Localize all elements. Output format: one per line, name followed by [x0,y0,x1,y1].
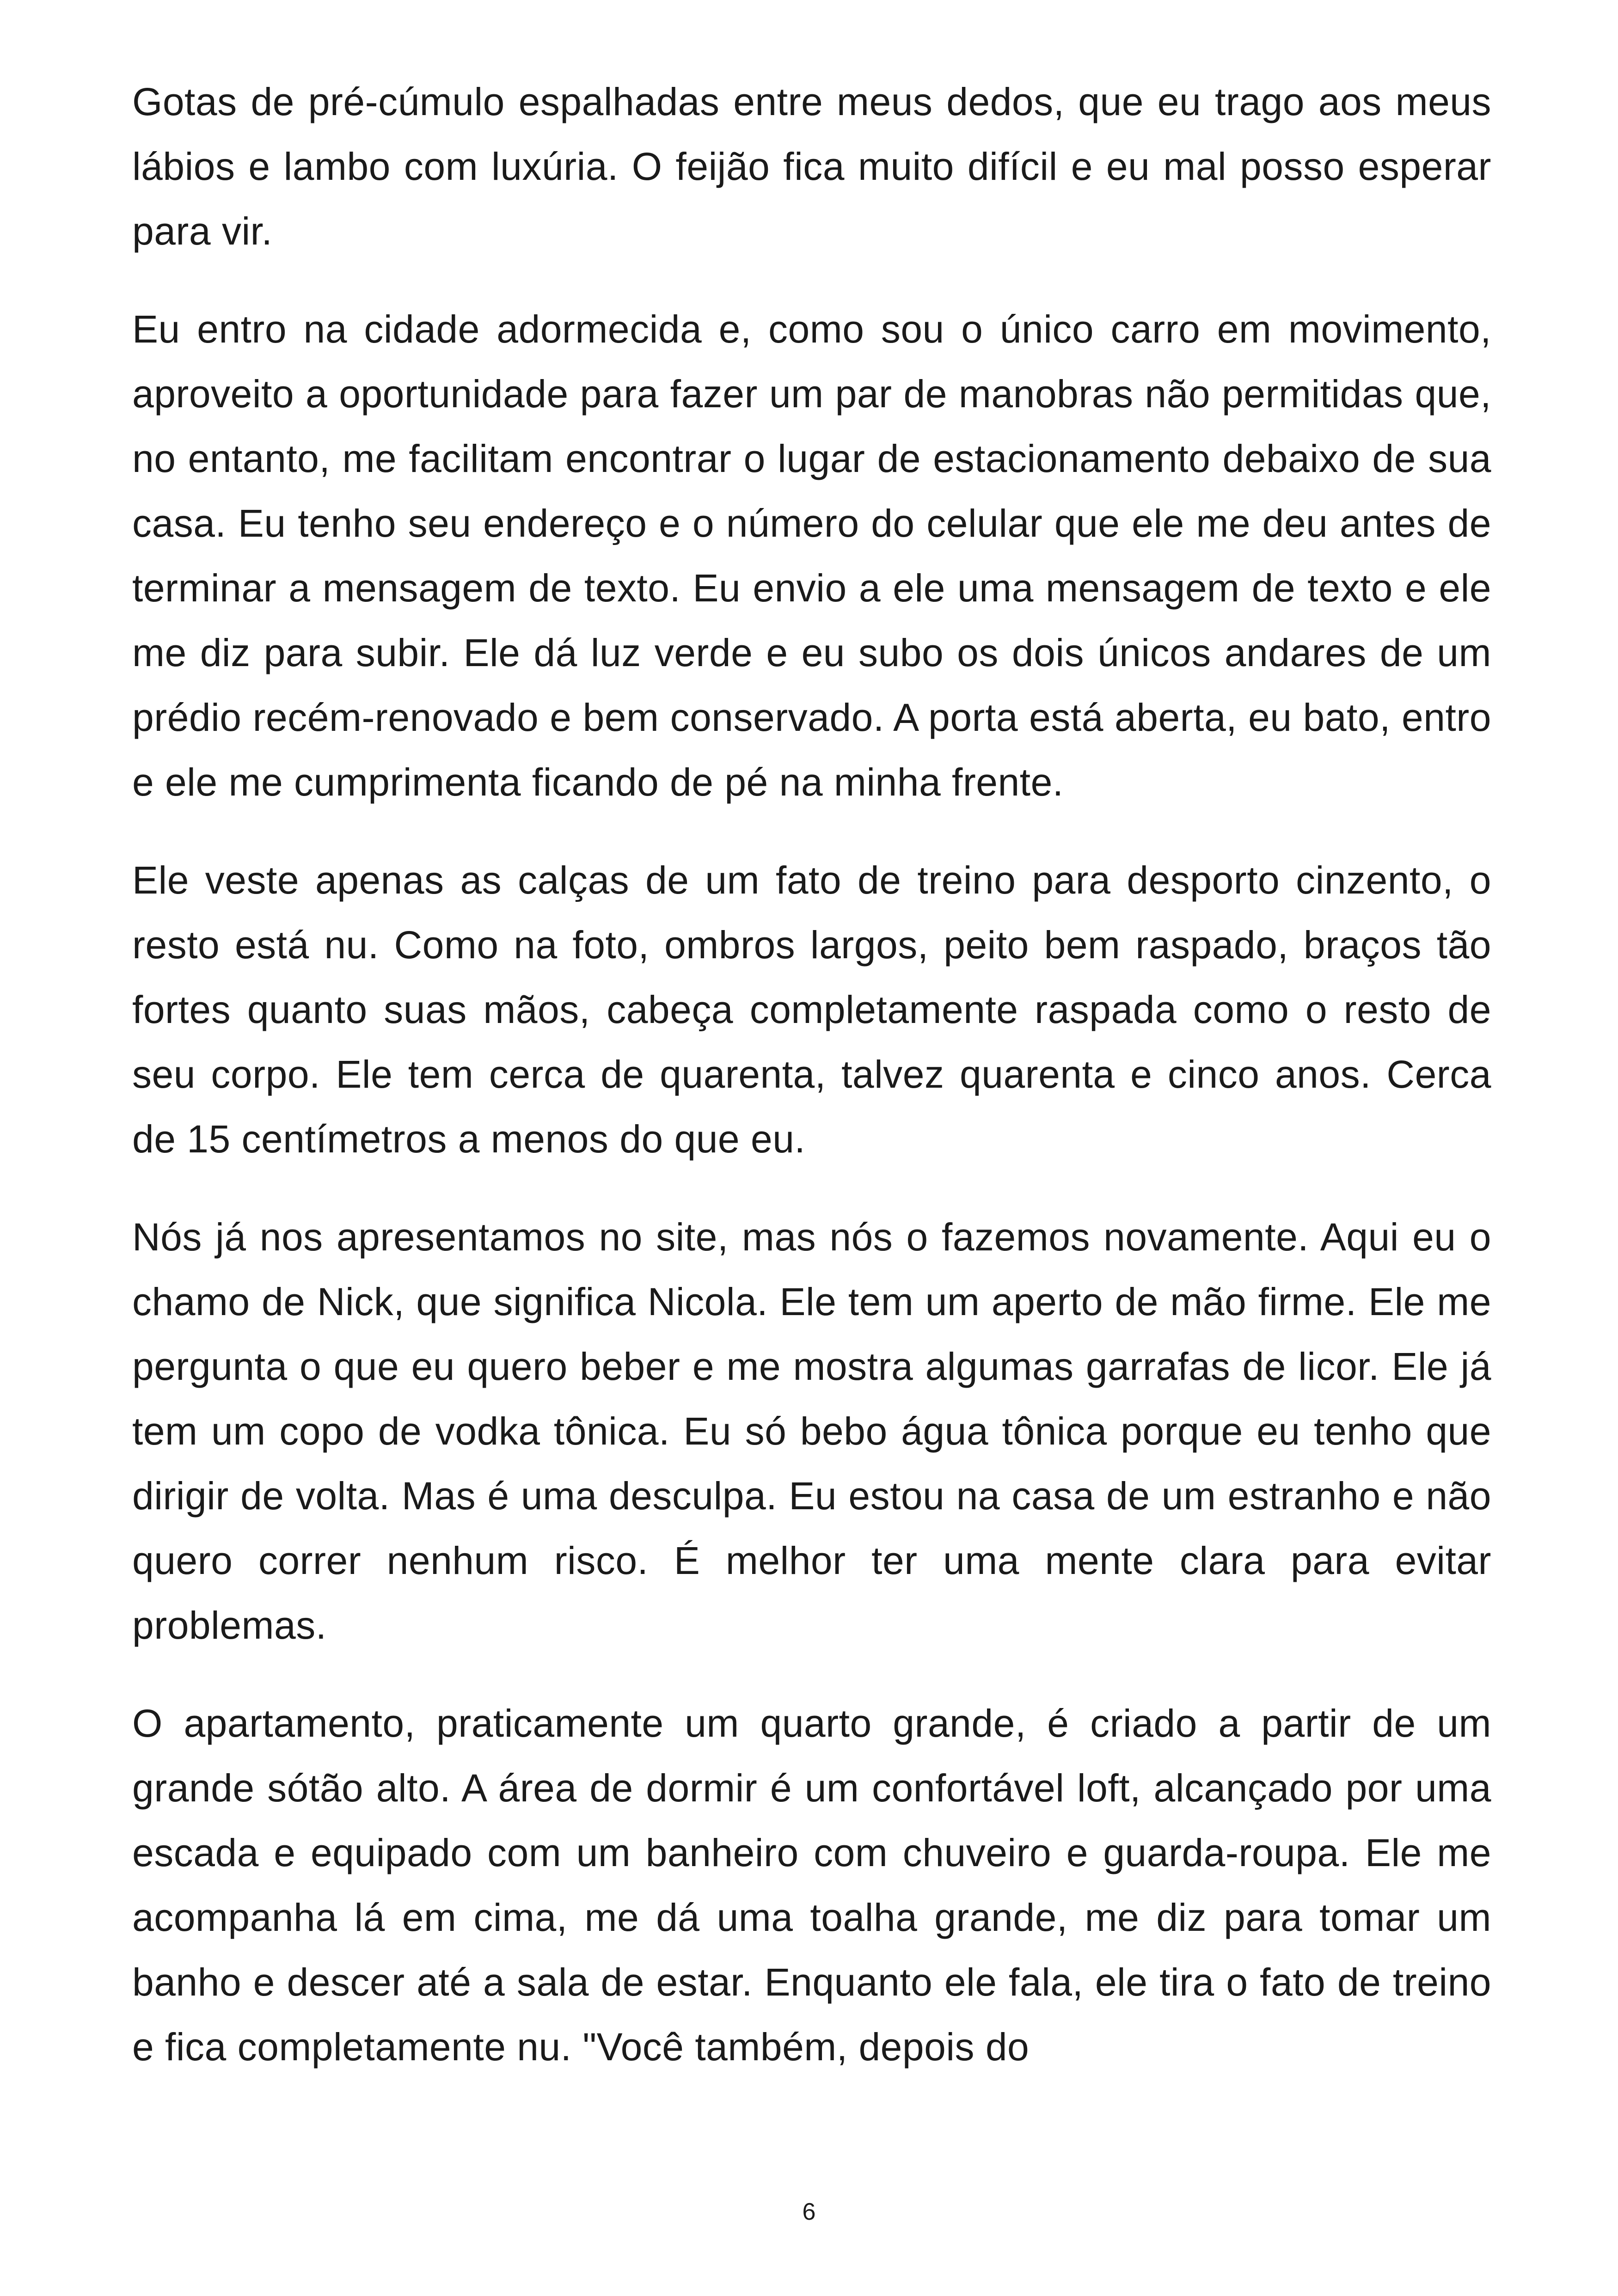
page-number: 6 [802,2198,816,2225]
paragraph-5: O apartamento, praticamente um quarto grande, é criado a partir de um grande sótão alto. A área de dormir é um confortável loft, alcançado por uma escada e equipado com um banheiro com chuveiro e guarda-roupa. Ele me acompanha lá em cima, me dá uma toalha grande, me diz para tomar um banho e descer até a sala de estar. Enquanto ele fala, ele tira o fato de treino e fica completamente nu. "Você também, depois do [132,1702,1491,2069]
paragraph-3: Ele veste apenas as calças de um fato de treino para desporto cinzento, o resto está nu. Como na foto, ombros largos, peito bem raspado, braços tão fortes quanto suas mãos, cabeça completamente raspada como o resto de seu corpo. Ele tem cerca de quarenta, talvez quarenta e cinco anos. Cerca de 15 centímetros a menos do que eu. [132,858,1491,1161]
page-body [132,69,1491,2112]
paragraph-4: Nós já nos apresentamos no site, mas nós o fazemos novamente. Aqui eu o chamo de Nick, que significa Nicola. Ele tem um aperto de mão firme. Ele me pergunta o que eu quero beber e me mostra algumas garrafas de licor. Ele já tem um copo de vodka tônica. Eu só bebo água tônica porque eu tenho que dirigir de volta. Mas é uma desculpa. Eu estou na casa de um estranho e não quero correr nenhum risco. É melhor ter uma mente clara para evitar problemas. [132,1215,1491,1647]
paragraph-2: Eu entro na cidade adormecida e, como sou o único carro em movimento, aproveito a oportunidade para fazer um par de manobras não permitidas que, no entanto, me facilitam encontrar o lugar de estacionamento debaixo de sua casa. Eu tenho seu endereço e o número do celular que ele me deu antes de terminar a mensagem de texto. Eu envio a ele uma mensagem de texto e ele me diz para subir. Ele dá luz verde e eu subo os dois únicos andares de um prédio recém-renovado e bem conservado. A porta está aberta, eu bato, entro e ele me cumprimenta ficando de pé na minha frente. [132,307,1491,804]
paragraph-1: Gotas de pré-cúmulo espalhadas entre meus dedos, que eu trago aos meus lábios e lambo com luxúria. O feijão fica muito difícil e eu mal posso esperar para vir. [132,80,1491,253]
